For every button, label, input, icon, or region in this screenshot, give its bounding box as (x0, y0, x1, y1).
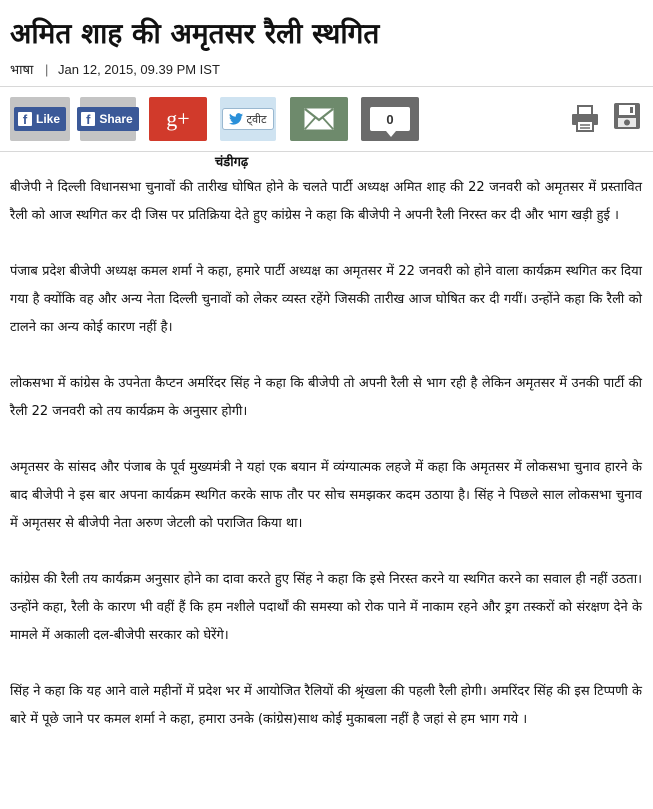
article-headline: अमित शाह की अमृतसर रैली स्थगित (10, 17, 380, 50)
comment-bubble-icon (370, 107, 410, 131)
envelope-icon (304, 108, 334, 130)
email-share-button[interactable] (290, 97, 348, 141)
facebook-share-button[interactable] (80, 97, 136, 141)
publish-date: Jan 12, 2015, 09.39 PM IST (58, 62, 220, 77)
facebook-like-button[interactable] (10, 97, 70, 141)
article-paragraph: लोकसभा में कांग्रेस के उपनेता कैप्टन अमरिंदर सिंह ने कहा कि बीजेपी तो अपनी रैली से भाग रही है लेकिन अमृतसर में उनकी पार्टी की रैली 22 जनवरी को तय कार्यक्रम के अनुसार होगी। (10, 376, 642, 419)
twitter-bird-icon (229, 113, 243, 125)
dateline: चंडीगढ़ (215, 155, 249, 170)
comments-button[interactable] (361, 97, 419, 141)
tweet-button[interactable] (220, 97, 276, 141)
comment-count: 0 (386, 111, 394, 127)
article-paragraph: पंजाब प्रदेश बीजेपी अध्यक्ष कमल शर्मा ने कहा, हमारे पार्टी अध्यक्ष का अमृतसर में 22 जनवरी को होने वाला कार्यक्रम स्थगित कर दिया गया है क्योंकि वह और अन्य नेता दिल्ली चुनावों को लेकर व्यस्त रहेंगे जिसकी तारीख आज घोषित कर दी गयीं। उन्होंने कहा कि रैली को टालने का अन्य कोई कारण नहीं है। (10, 264, 642, 335)
article-paragraph: कांग्रेस की रैली तय कार्यक्रम अनुसार होने का दावा करते हुए सिंह ने कहा कि इसे निरस्त करने या स्थगित करने का सवाल ही नहीं उठता।उन्होंने कहा, रैली के कारण भी वहीं हैं कि हम नशीले पदार्थों की समस्या को रोक पाने में नाकाम रहने और ड्रग तस्करों को संरक्षण देने के मामले में अकाली दल-बीजेपी सरकार को घेरेंगे। (10, 572, 642, 643)
floppy-disk-icon[interactable] (612, 101, 642, 131)
byline-separator: | (45, 62, 49, 77)
facebook-icon: f (81, 112, 95, 126)
share-label: Share (99, 112, 133, 126)
tweet-badge (222, 108, 273, 130)
article-paragraph: सिंह ने कहा कि यह आने वाले महीनों में प्रदेश भर में आयोजित रैलियों की श्रृंखला की पहली रैली होगी। अमरिंदर सिंह की इस टिप्पणी के बारे में पूछे जाने पर कमल शर्मा ने कहा, हमारा उनके (कांग्रेस)साथ कोई मुकाबला नहीं है जहां से हम भाग गये । (10, 684, 642, 727)
article-paragraph: अमृतसर के सांसद और पंजाब के पूर्व मुख्यमंत्री ने यहां एक बयान में व्यंग्यात्मक लहजे में कहा कि अमृतसर में लोकसभा चुनाव हारने के बाद बीजेपी ने इस बार अपना कार्यक्रम स्थगित करके साफ तौर पर सोच समझकर कदम उठाया है। सिंह ने पिछले साल लोकसभा चुनाव में अमृतसर से बीजेपी नेता अरुण जेटली को पराजित किया था। (10, 460, 642, 531)
tweet-label: ट्वीट (246, 112, 267, 126)
source-label: भाषा (10, 62, 34, 77)
printer-icon[interactable] (570, 103, 600, 133)
article-body (10, 174, 642, 762)
facebook-icon: f (18, 112, 32, 126)
article-paragraph: बीजेपी ने दिल्ली विधानसभा चुनावों की तारीख घोषित होने के चलते पार्टी अध्यक्ष अमित शाह की 22 जनवरी को अमृतसर में प्रस्तावित रैली को आज स्थगित कर दी जिस पर प्रतिक्रिया देते हुए कांग्रेस ने कहा कि बीजेपी ने अपनी रैली निरस्त कर दी और भाग खड़ी हुई । (10, 180, 642, 223)
byline (10, 60, 220, 78)
google-plus-button[interactable] (149, 97, 207, 141)
facebook-like-badge (14, 107, 66, 131)
facebook-share-badge (77, 107, 138, 131)
google-plus-icon: g+ (166, 106, 190, 131)
like-label: Like (35, 112, 60, 126)
share-toolbar (0, 86, 653, 152)
